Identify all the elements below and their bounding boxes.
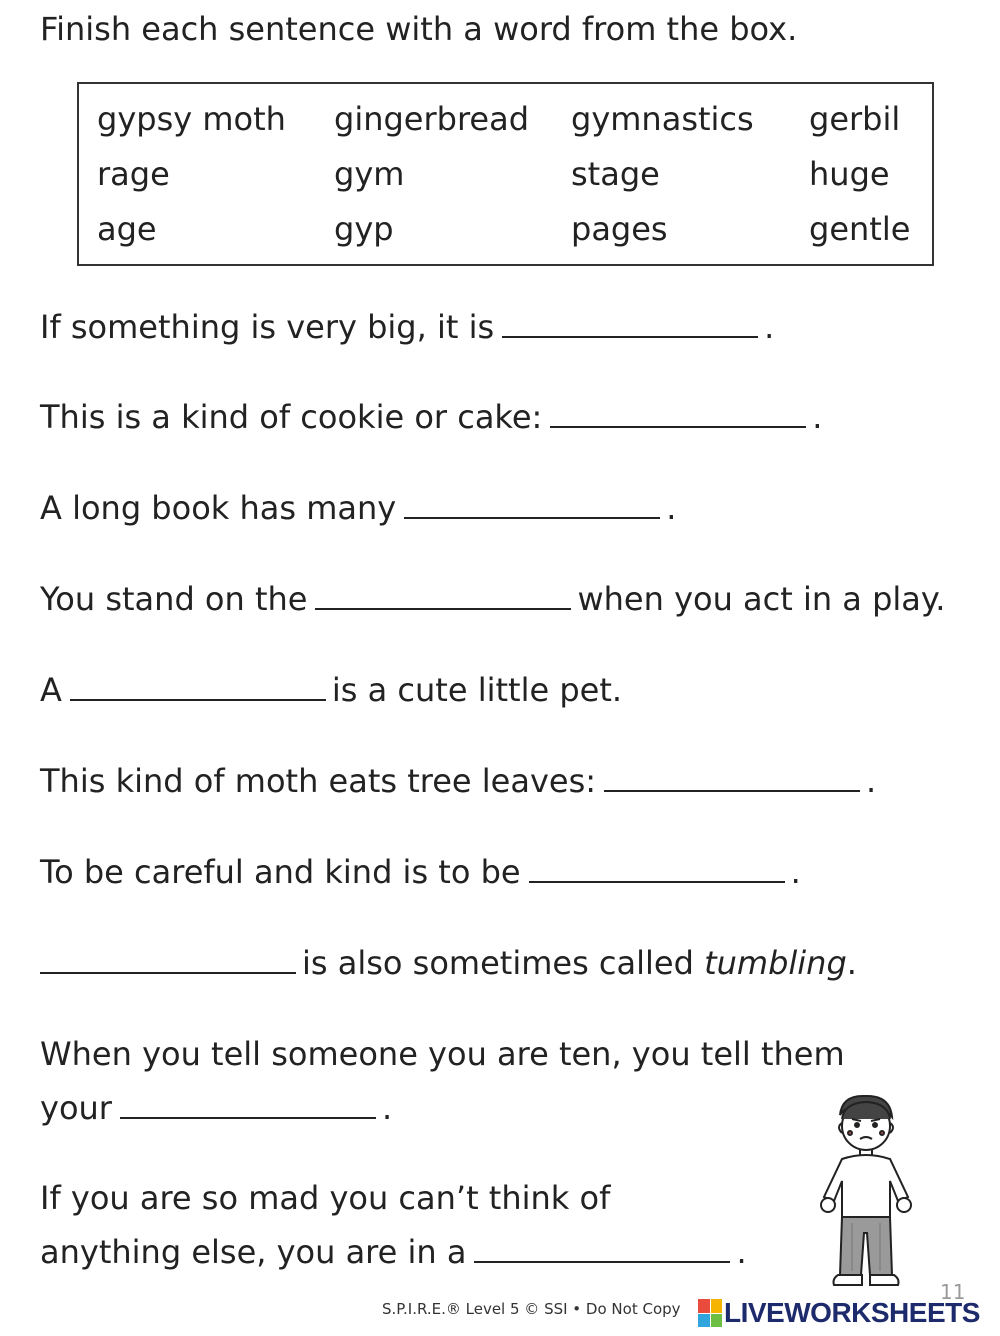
sentence-text: when you act in a play. [577,580,946,618]
answer-blank[interactable] [529,853,785,883]
word-pages: pages [571,210,668,248]
sentence-text: . [666,489,677,527]
answer-blank[interactable] [120,1089,376,1119]
sentence-text: This kind of moth eats tree leaves: [40,762,597,800]
word-gingerbread: gingerbread [334,100,530,138]
sentence-8 [40,944,857,982]
sentence-text: A long book has many [40,489,397,527]
sentence-text: . [846,944,857,982]
sentence-text: . [790,853,801,891]
copyright-footer: S.P.I.R.E.® Level 5 © SSI • Do Not Copy [382,1300,681,1318]
word-age: age [97,210,157,248]
answer-blank[interactable] [70,671,326,701]
sentence-text: . [866,762,877,800]
sentence-text: A [40,671,62,709]
sentence-9-line-1: When you tell someone you are ten, you tell them [40,1035,845,1073]
logo-mark-icon [698,1299,722,1327]
sentence-text: . [764,308,775,346]
answer-blank[interactable] [474,1233,730,1263]
answer-blank[interactable] [315,580,571,610]
sentence-5 [40,671,622,709]
sentence-italic-word: tumbling [704,944,847,982]
sentence-text: . [736,1233,747,1271]
sentence-text: is a cute little pet. [331,671,623,709]
sentence-10-line-1: If you are so mad you can’t think of [40,1179,611,1217]
sentence-text: If something is very big, it is [40,308,495,346]
sentence-10-line-2 [40,1233,747,1271]
sentence-text: You stand on the [40,580,308,618]
sentence-2 [40,398,822,436]
sentence-text: anything else, you are in a [40,1233,467,1271]
answer-blank[interactable] [604,762,860,792]
word-gymnastics: gymnastics [571,100,754,138]
sentence-3 [40,489,676,527]
sentence-text: . [381,1089,393,1127]
answer-blank[interactable] [550,398,806,428]
answer-blank[interactable] [404,489,660,519]
sentence-text: To be careful and kind is to be [40,853,521,891]
sentence-text: is also sometimes called [302,944,694,982]
sentence-text: . [812,398,823,436]
word-gentle: gentle [809,210,911,248]
word-gerbil: gerbil [809,100,901,138]
sentence-9-line-2 [40,1089,392,1127]
word-gym: gym [334,155,405,193]
word-box [77,82,934,266]
word-gypsy-moth: gypsy moth [97,100,286,138]
sentence-1 [40,308,774,346]
word-huge: huge [809,155,890,193]
instruction-text: Finish each sentence with a word from the box. [40,10,798,48]
angry-boy-illustration [812,1093,918,1293]
logo-text: LIVEWORKSHEETS [724,1297,980,1328]
sentence-4 [40,580,945,618]
sentence-7 [40,853,801,891]
sentence-6 [40,762,876,800]
liveworksheets-logo [698,1296,980,1330]
word-rage: rage [97,155,170,193]
sentence-text: This is a kind of cookie or cake: [40,398,543,436]
page-number: 11 [940,1280,966,1304]
sentence-text: your [40,1089,112,1127]
answer-blank[interactable] [502,308,758,338]
answer-blank[interactable] [40,944,296,974]
word-gyp: gyp [334,210,394,248]
word-stage: stage [571,155,660,193]
